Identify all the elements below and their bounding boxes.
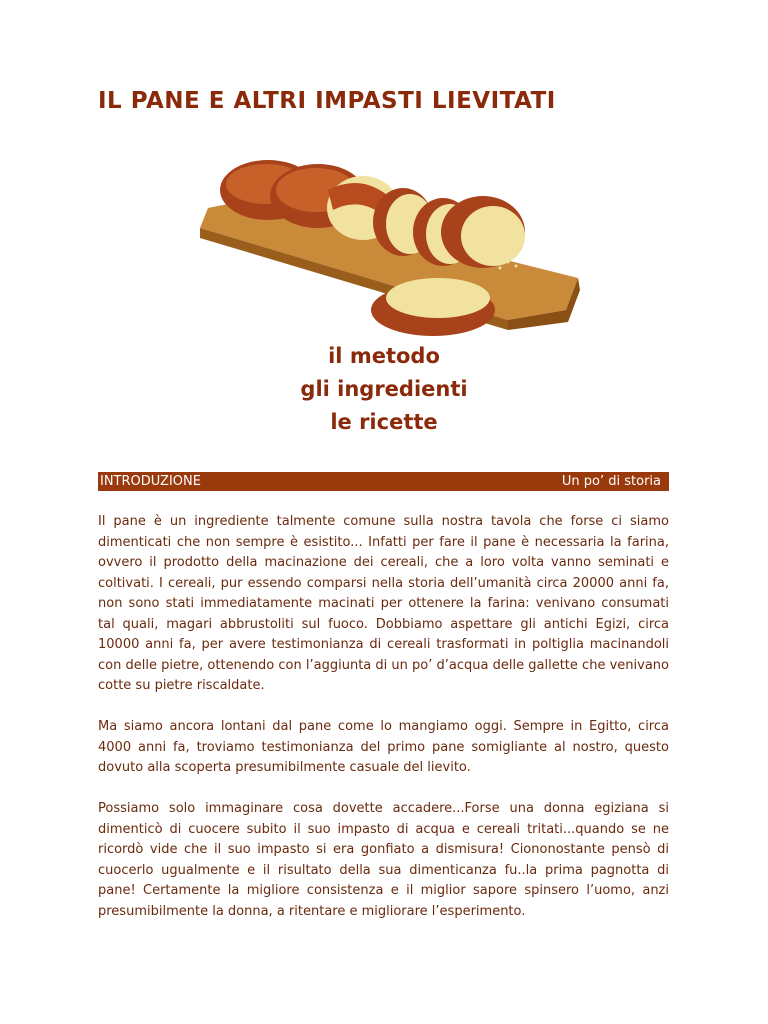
subtitle-line: gli ingredienti [300,377,468,401]
subtitle-block [0,340,768,439]
body-text [98,512,669,943]
subtitle-line: le ricette [330,410,438,434]
page-title: IL PANE E ALTRI IMPASTI LIEVITATI [98,88,556,114]
section-subtitle: Un po’ di storia [561,474,661,489]
section-header-bar [98,472,669,491]
section-title: INTRODUZIONE [100,474,201,489]
paragraph: Il pane è un ingrediente talmente comune sulla nostra tavola che forse ci siamo dimenticati che non sempre è esistito... Infatti per fare il pane è necessaria la farina, ovvero il prodotto della macinazione dei cereali, che a loro volta vanno seminati e coltivati. I cereali, pur essendo comparsi nella storia dell’umanità circa 20000 anni fa, non sono stati immediatamente macinati per ottenere la farina: venivano consumati tal quali, magari abbrustoliti sul fuoco. Dobbiamo aspettare gli antichi Egizi, circa 10000 anni fa, per avere testimonianza di cereali trasformati in poltiglia macinandoli con delle pietre, ottenendo con l’aggiunta di un po’ d’acqua delle gallette che venivano cotte su pietre riscaldate. [98,514,669,693]
bread-illustration [188,150,588,342]
paragraph: Ma siamo ancora lontani dal pane come lo mangiamo oggi. Sempre in Egitto, circa 4000 anni fa, troviamo testimonianza del primo pane somigliante al nostro, questo dovuto alla scoperta presumibilmente casuale del lievito. [98,719,669,775]
paragraph: Possiamo solo immaginare cosa dovette accadere...Forse una donna egiziana si dimenticò di cuocere subito il suo impasto di acqua e cereali tritati...quando se ne ricordò vide che il suo impasto si era gonfiato a dismisura! Ciononostante pensò di cuocerlo ugualmente e il risultato della sua dimenticanza fu..la prima pagnotta di pane! Certamente la migliore consistenza e il miglior sapore spinsero l’uomo, anzi presumibilmente la donna, a ritentare e migliorare l’esperimento. [98,801,669,919]
subtitle-line: il metodo [328,344,440,368]
